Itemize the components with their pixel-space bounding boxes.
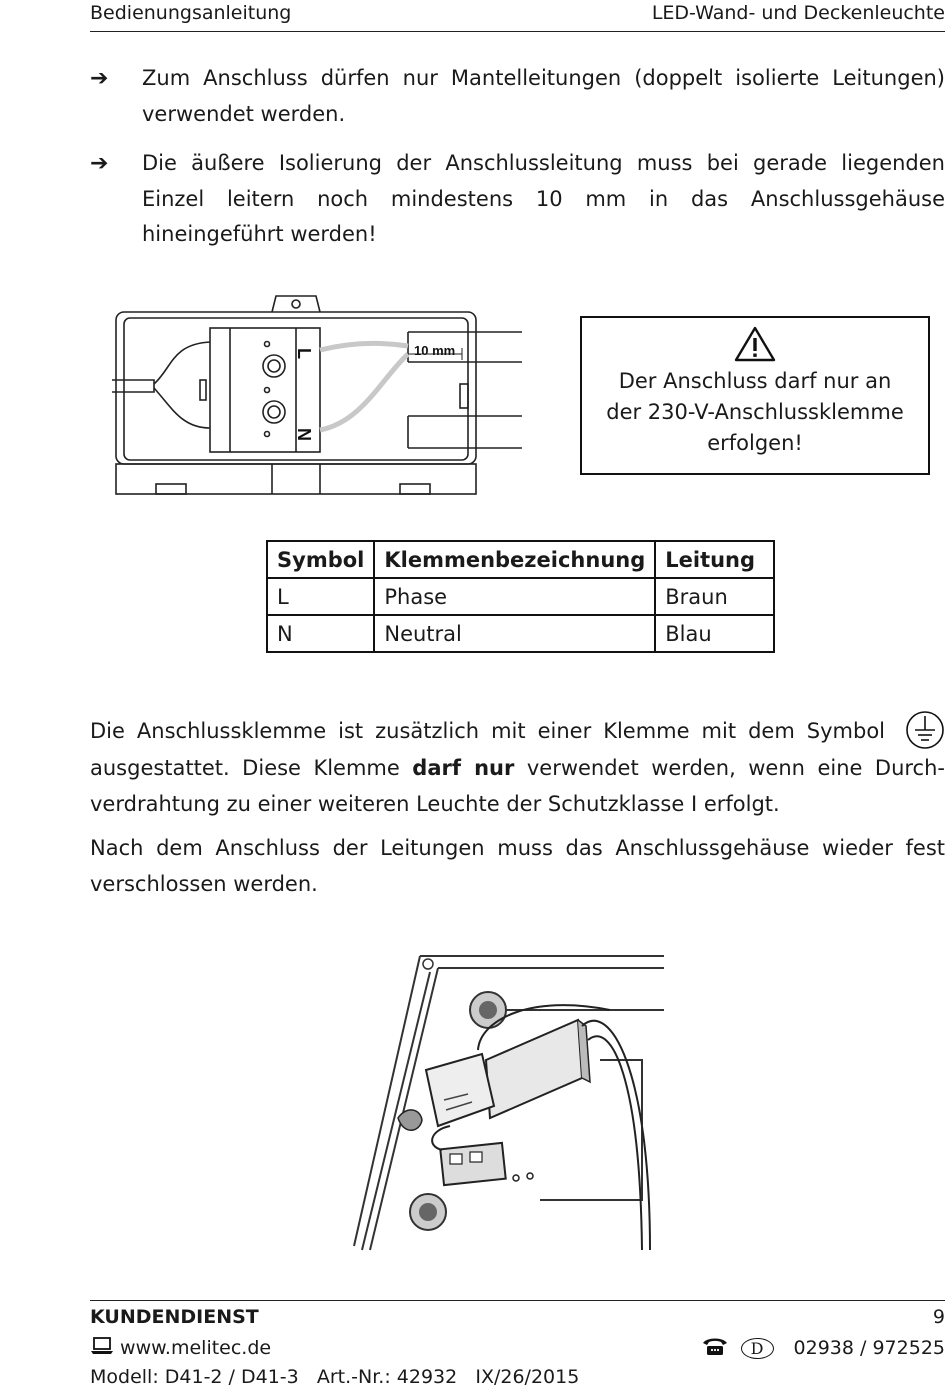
paragraph-close-housing: Nach dem Anschluss der Leitungen muss das Anschlussgehäuse wieder fest verschlossen werden. <box>90 836 945 896</box>
table-header-cell: Symbol <box>267 541 374 578</box>
country-badge: D <box>741 1338 774 1359</box>
table-row <box>267 615 774 652</box>
warning-line-3: erfolgen! <box>707 431 803 455</box>
bullet-text-2: Die äußere Isolierung der Anschlussleitung muss bei gerade liegenden Einzel leitern noch mindestens 10 mm in das Anschlussgehäuse hineingeführt werden! <box>142 151 945 246</box>
bullet-item-1 <box>90 61 945 133</box>
bullet-item-2 <box>90 146 945 254</box>
paragraph-text: ausgestattet. Diese Klemme <box>90 756 400 780</box>
footer-divider <box>90 1300 945 1301</box>
table-cell: Braun <box>655 578 774 615</box>
telephone-icon <box>701 1336 729 1356</box>
warning-triangle-icon <box>734 326 776 362</box>
footer-web <box>90 1336 271 1359</box>
phone-number: 02938 / 972525 <box>793 1337 945 1359</box>
header-left: Bedienungsanleitung <box>90 2 292 24</box>
terminal-label-n: N <box>294 428 314 441</box>
warning-line-2: der 230-V-Anschlussklemme <box>606 400 904 424</box>
laptop-icon <box>90 1336 114 1356</box>
bullet-text-1: Zum Anschluss dürfen nur Mantelleitungen (doppelt isolierte Leitungen) verwendet werden. <box>142 66 945 126</box>
warning-box <box>580 316 930 475</box>
paragraph-bold-text: darf nur <box>412 756 515 780</box>
table-row <box>267 578 774 615</box>
table-cell: L <box>267 578 374 615</box>
measure-label: 10 mm <box>414 343 456 358</box>
warning-line-1: Der Anschluss darf nur an <box>618 369 892 393</box>
arrow-right-icon: ➔ <box>90 66 109 91</box>
table-cell: Phase <box>374 578 655 615</box>
paragraph-earth-terminal <box>90 710 945 822</box>
earth-ground-icon <box>905 710 945 750</box>
table-cell: Blau <box>655 615 774 652</box>
paragraph-text: Die Anschlussklemme ist zusätzlich mit einer Klemme mit dem Symbol <box>90 719 885 743</box>
table-header-cell: Klemmenbezeichnung <box>374 541 655 578</box>
header-right: LED-Wand- und Deckenleuchte <box>651 2 945 24</box>
header-divider <box>90 31 945 32</box>
footer-title: KUNDENDIENST <box>90 1306 259 1328</box>
terminal-table <box>266 540 775 653</box>
footer-phone <box>701 1336 945 1359</box>
arrow-right-icon: ➔ <box>90 151 109 176</box>
table-cell: Neutral <box>374 615 655 652</box>
page-number: 9 <box>932 1306 945 1328</box>
website-link[interactable]: www.melitec.de <box>120 1337 272 1359</box>
model-info: Modell: D41-2 / D41-3 Art.-Nr.: 42932 IX/26/2015 <box>90 1366 580 1388</box>
installation-photo <box>350 950 670 1260</box>
terminal-diagram <box>112 288 522 500</box>
paragraph-text: verwendet werden, wenn eine Durch-verdrahtung zu einer weiteren Leuchte der Schutzklasse I erfolgt. <box>90 756 945 816</box>
warning-text <box>582 366 928 459</box>
table-header-row <box>267 541 774 578</box>
table-cell: N <box>267 615 374 652</box>
terminal-label-l: L <box>294 348 314 359</box>
table-header-cell: Leitung <box>655 541 774 578</box>
